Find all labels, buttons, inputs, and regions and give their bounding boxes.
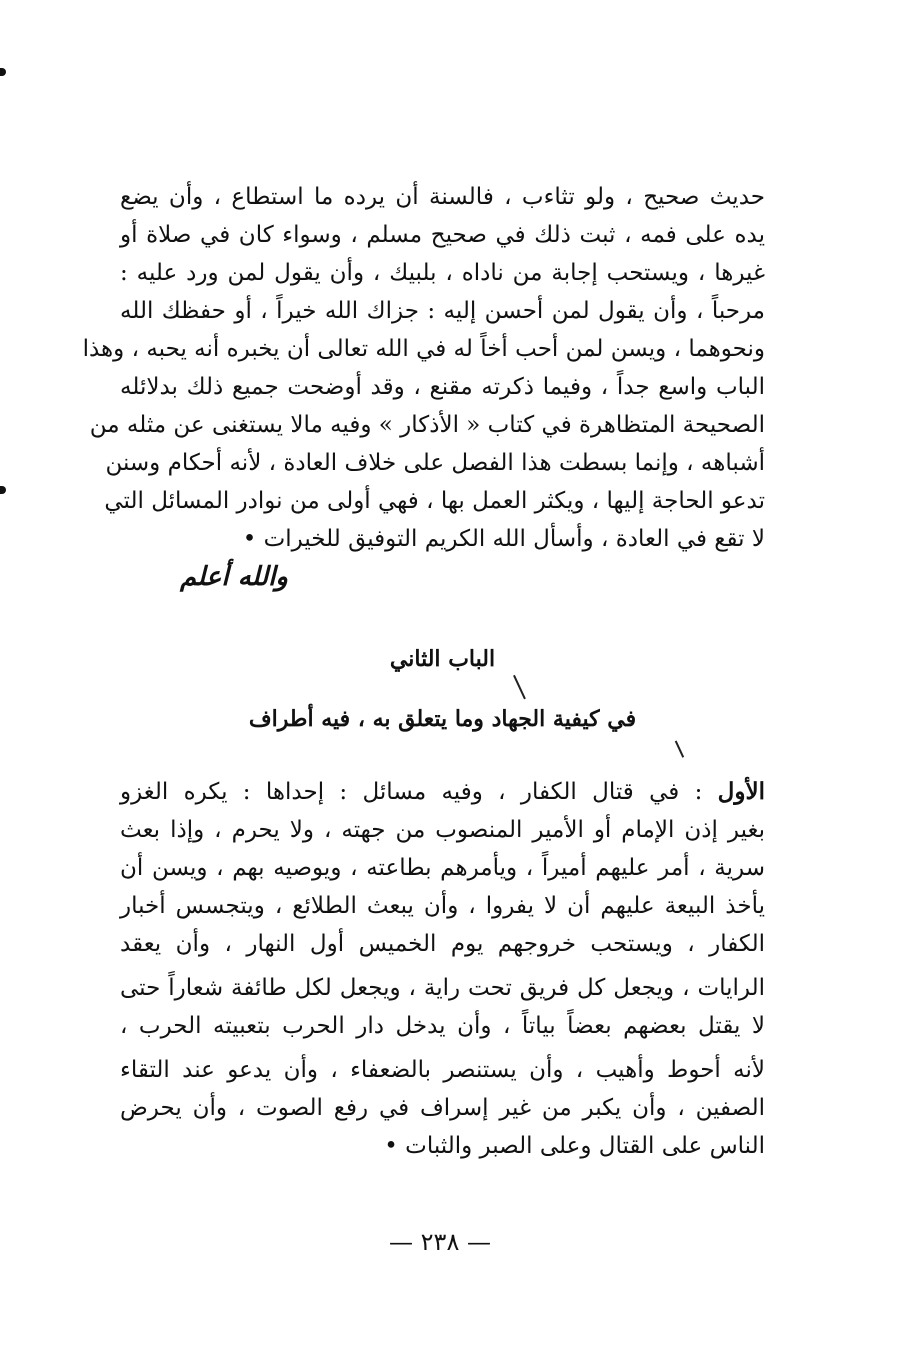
paragraph-2-line-3: سرية ، أمر عليهم أميراً ، ويأمرهم بطاعته ، ويوصيه بهم ، ويسن أن — [120, 855, 765, 881]
paragraph-2-line-7: لا يقتل بعضهم بعضاً بياتاً ، وأن يدخل دار الحرب بتعبيته الحرب ، — [120, 1013, 765, 1039]
paragraph-2-line-8: لأنه أحوط وأهيب ، وأن يستنصر بالضعفاء ، وأن يدعو عند التقاء — [120, 1057, 765, 1083]
paragraph-2-line-1-text: : في قتال الكفار ، وفيه مسائل : إحداها : يكره الغزو — [120, 779, 718, 805]
paragraph-2-line-6: الرايات ، ويجعل كل فريق تحت راية ، ويجعل لكل طائفة شعاراً حتى — [120, 975, 765, 1001]
paragraph-1-line-8: أشباهه ، وإنما بسطت هذا الفصل على خلاف العادة ، لأنه أحكام وسنن — [105, 450, 765, 476]
paragraph-2-line-5: الكفار ، ويستحب خروجهم يوم الخميس أول النهار ، وأن يعقد — [120, 931, 765, 957]
paragraph-2-line-10: الناس على القتال وعلى الصبر والثبات • — [384, 1133, 765, 1159]
scan-edge-mark-middle — [0, 486, 6, 494]
paragraph-1-line-10: لا تقع في العادة ، وأسأل الله الكريم التوفيق للخيرات • — [242, 526, 765, 552]
chapter-title: الباب الثاني — [389, 646, 496, 672]
paragraph-1-line-9: تدعو الحاجة إليها ، ويكثر العمل بها ، فهي أولى من نوادر المسائل التي — [104, 488, 765, 514]
paragraph-1-line-3: غيرها ، ويستحب إجابة من ناداه ، بلبيك ، وأن يقول لمن ورد عليه : — [120, 260, 765, 286]
paragraph-2 — [120, 773, 765, 1165]
paragraph-1-line-4: مرحباً ، وأن يقول لمن أحسن إليه : جزاك الله خيراً ، أو حفظك الله — [120, 298, 765, 324]
paragraph-2-line-4: يأخذ البيعة عليهم أن لا يفروا ، وأن يبعث الطلائع ، ويتجسس أخبار — [120, 893, 765, 919]
handwritten-note: والله أعلم — [180, 562, 288, 592]
page-number: — ٢٣٨ — — [389, 1228, 491, 1256]
section-lead: الأول — [717, 778, 765, 805]
paragraph-1 — [82, 178, 765, 558]
paragraph-1-line-2: يده على فمه ، ثبت ذلك في صحيح مسلم ، وسواء كان في صلاة أو — [120, 222, 765, 248]
chapter-subtitle: في كيفية الجهاد وما يتعلق به ، فيه أطراف — [248, 706, 637, 732]
pen-scribble-mark — [513, 671, 535, 700]
paragraph-2-line-2: بغير إذن الإمام أو الأمير المنصوب من جهته ، ولا يحرم ، وإذا بعث — [120, 817, 765, 843]
paragraph-1-line-1: حديث صحيح ، ولو تثاءب ، فالسنة أن يرده ما استطاع ، وأن يضع — [120, 184, 765, 210]
scan-edge-mark-top — [0, 68, 6, 76]
pen-scribble-mark-2 — [675, 736, 693, 757]
paragraph-1-line-7: الصحيحة المتظاهرة في كتاب « الأذكار » وفيه مالا يستغنى عن مثله من — [89, 412, 765, 438]
paragraph-1-line-5: ونحوهما ، ويسن لمن أحب أخاً له في الله تعالى أن يخبره أنه يحبه ، وهذا — [82, 336, 765, 362]
paragraph-1-line-6: الباب واسع جداً ، وفيما ذكرته مقنع ، وقد أوضحت جميع ذلك بدلائله — [120, 374, 765, 400]
paragraph-2-line-1 — [120, 773, 765, 811]
paragraph-2-line-9: الصفين ، وأن يكبر من غير إسراف في رفع الصوت ، وأن يحرض — [120, 1095, 765, 1121]
